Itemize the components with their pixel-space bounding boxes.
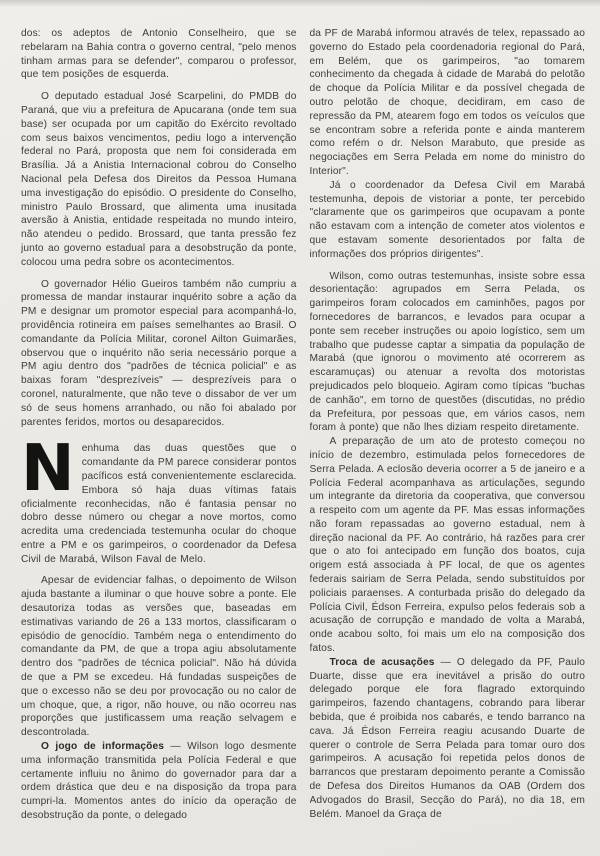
paragraph: A preparação de um ato de protesto começou no início de dezembro, estimulada pelos fornecedores de Serra Pelada. A eclosão deveria ocorrer a 5 de janeiro e a Polícia Federal acompanhava as articulações, segundo um integrante da diretoria da cooperativa, que conversou a respeito com um agente da PF. Mas essas informações não foram repassadas ao governo estadual, nem à direção nacional da PF. Ao contrário, há razões para crer que o ato foi antecipado em função dos boatos, cuja origem está associada à PF local, de que os agentes federais sairiam de Serra Pelada, sendo substituídos por policiais paraenses. A conturbada prisão do delegado da Polícia Civil, Édson Ferreira, expulso pelos federais sob a acusação de corrupção e mandado de volta a Marabá, onde acabou solto, foi mais um elo na composição dos fatos. [309, 436, 585, 655]
left-column [21, 27, 297, 856]
subhead-paragraph: O jogo de informações — Wilson logo desmente uma informação transmitida pela Polícia Federal e que certamente influiu no ânimo do governador para dar a ordem drástica que deu e na disposição da tropa para cumpri-la. Momentos antes do início da operação de desobstrução da ponte, o delegado [21, 741, 297, 822]
dropcap-letter: N [21, 432, 75, 507]
paragraph-lead: O jogo de informações [41, 741, 165, 753]
paragraph-continued: da PF de Marabá informou através de telex, repassado ao governo do Estado pela coordenadoria regional do Pará, em Belém, que os garimpeiros, "ao tomarem conhecimento da chegada à cidade de Marabá do pelotão de choque da Polícia Militar e da possível chegada de outro pelotão de choque, decidiram, em caso de repressão da PM, atearem fogo em todos os veículos que se encontram sobre a referida ponte e ainda manterem como refém o dr. Nelson Marabuto, que preside as negociações em Serra Pelada em nome do ministro do Interior". [309, 28, 585, 177]
paragraph: Wilson, como outras testemunhas, insiste sobre essa desorientação: agrupados em Serra Pelada, os garimpeiros foram colocados em caminhões, pagos por fornecedores de barrancos, e levados para ocupar a ponte sem receber instruções ou apoio logístico, sem um trabalho que pudesse captar a simpatia da população de Marabá (que ignorou o movimento até ocorrerem as escaramuças) ou atenuar a revolta dos motoristas prejudicados pelo bloqueio. Agiram como típicas "buchas de canhão", em torno de questões (discutidas, no prédio da Prefeitura, por pessoas que, em vários casos, nem foram à ponte) que não lhes diziam respeito diretamente. [309, 270, 585, 434]
two-column-layout [21, 27, 585, 856]
paragraph: O governador Hélio Gueiros também não cumpriu a promessa de mandar instaurar inquérito sobre a ação da PM e designar um promotor especial para acompanhá-lo, providência rotineira em países semelhantes ao Brasil. O comandante da Polícia Militar, coronel Ailton Guimarães, observou que o inquérito não seria necessário porque a PM agiu dentro dos "padrões de técnica policial" e as baixas foram "desprezíveis" — desprezíveis para o coronel, naturalmente, que não teve o dissabor de ver um só de seus homens arranhado, ou não foi abalado por parentes feridos, mortos ou desaparecidos. [21, 278, 297, 428]
paragraph-continued: dos: os adeptos de Antonio Conselheiro, que se rebelaram na Bahia contra o governo central, "pelo menos tinham armas para se defender", comparou o professor, que tem posições de esquerda. [21, 28, 297, 81]
right-column [310, 27, 586, 856]
paragraph: O deputado estadual José Scarpelini, do PMDB do Paraná, que viu a prefeitura de Apucarana (onde tem sua base) ser ocupada por um capitão do Exército revoltado com seus baixos vencimentos, pediu logo a intervenção federal no Pará, proposta que nem foi considerada em Brasília. Já a Anistia Internacional cobrou do Conselho Nacional pela Defesa dos Direitos da Pessoa Humana uma investigação do episódio. O presidente do Conselho, ministro Paulo Brossard, que alimenta uma inusitada aversão à Anistia, entidade respeitada no mundo inteiro, não atendeu o pedido. Brossard, que tanta pressão fez junto ao governo estadual para a desobstrução da ponte, colocou uma pedra sobre os acontecimentos. [21, 91, 297, 268]
paragraph-lead: Troca de acusações [329, 656, 435, 668]
subhead-paragraph: Troca de acusações — O delegado da PF, Paulo Duarte, disse que era inevitável a prisão do outro delegado porque ele fora flagrado extorquindo garimpeiros, fazendo chantagens, cobrando para liberar bebida, que é proibida nos cabarés, e tendo barranco na cava. Já Édson Ferreira reagiu acusando Duarte de querer o controle de Serra Pelada para tomar ouro dos garimpeiros. A acusação foi repetida pelos donos de barrancos que prestaram depoimento perante a Comissão de Defesa dos Direitos Humanos da OAB (Ordem dos Advogados do Brasil, Secção do Pará), no dia 18, em Belém. Manoel da Graça de [309, 656, 585, 820]
paragraph: Já o coordenador da Defesa Civil em Marabá testemunha, depois de vistoriar a ponte, ter percebido "claramente que os garimpeiros que ocupavam a ponte não estavam com a intenção de cometer atos violentos e que estavam somente desorientados por falta de informações dos próprios dirigentes". [309, 179, 585, 260]
dropcap-paragraph: Nenhuma das duas questões que o comandante da PM parece considerar pontos pacíficos está convenientemente esclarecida. Embora só haja duas vítimas fatais oficialmente reconhecidas, não é fantasia pensar no dobro desse número ou chegar a nove mortos, como acredita uma credenciada testemunha ocular do choque entre a PM e os garimpeiros, o coordenador da Defesa Civil de Marabá, Wilson Faval de Melo. [21, 432, 297, 565]
paragraph: Apesar de evidenciar falhas, o depoimento de Wilson ajuda bastante a iluminar o que houve sobre a ponte. Ele desautoriza todas as versões que, baseadas em estimativas variando de 26 a 133 mortos, classificaram o episódio de genocídio. Também nega o entendimento do comandante da PM, de que a tropa agiu absolutamente dentro dos "padrões de técnica policial". Não há dúvida de que a PM se excedeu. Há fundadas suspeições de que o excesso não se deu por provocação ou no calor de um choque, que, a rigor, não houve, ou não ocorreu nas proporções que justificassem uma reação selvagem e descontrolada. [21, 575, 297, 739]
